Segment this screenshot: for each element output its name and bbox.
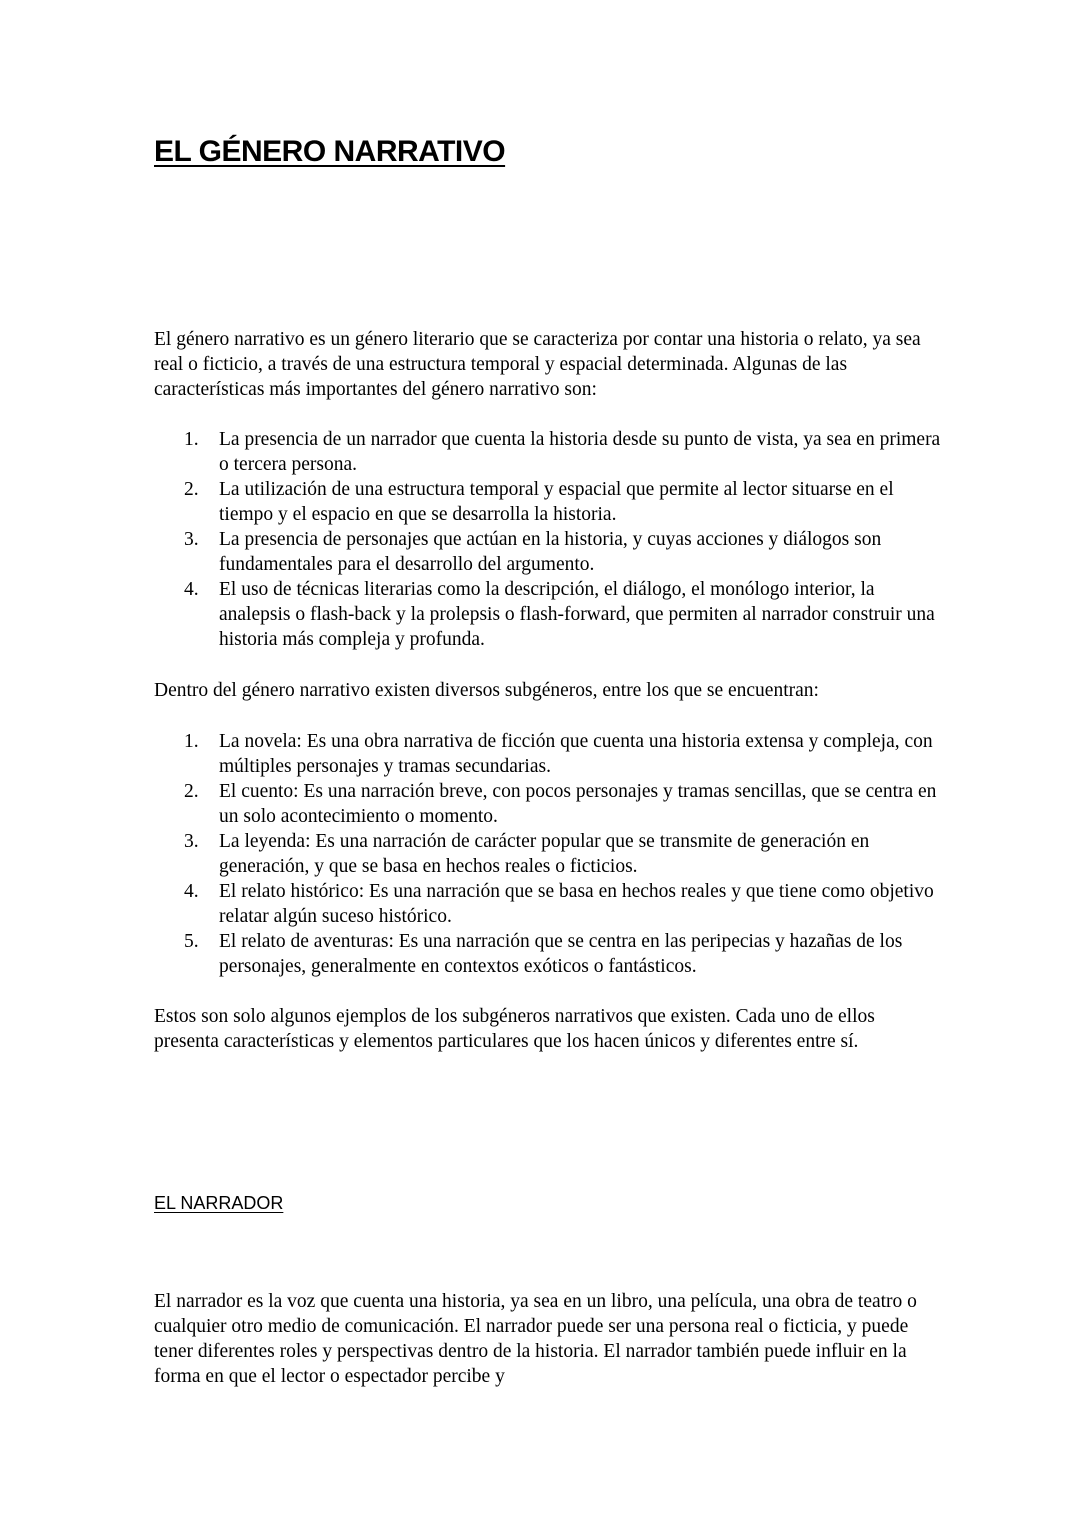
list-number: 5. [184,931,199,952]
list-item [154,929,944,979]
list-number: 4. [184,579,199,600]
section-heading-narrador: EL NARRADOR [154,1193,284,1213]
list-item-text: La novela: Es una obra narrativa de ficción que cuenta una historia extensa y compleja, con múltiples personajes y tramas secundarias. [219,731,933,777]
list-item-text: La leyenda: Es una narración de carácter popular que se transmite de generación en generación, y que se basa en hechos reales o ficticios. [219,831,870,877]
list-item [154,729,944,779]
closing-paragraph: Estos son solo algunos ejemplos de los subgéneros narrativos que existen. Cada uno de ellos presenta características y elementos particulares que los hacen únicos y diferentes entre sí. [154,1006,875,1052]
list-item-text: El relato de aventuras: Es una narración que se centra en las peripecias y hazañas de los personajes, generalmente en contextos exóticos o fantásticos. [219,931,903,977]
list-item [154,779,944,829]
list-number: 1. [184,429,199,450]
list-item-text: La utilización de una estructura temporal y espacial que permite al lector situarse en el tiempo y el espacio en que se desarrolla la historia. [219,479,894,525]
list-number: 3. [184,529,199,550]
list-item-text: La presencia de un narrador que cuenta la historia desde su punto de vista, ya sea en primera o tercera persona. [219,429,941,475]
intro-paragraph: El género narrativo es un género literario que se caracteriza por contar una historia o relato, ya sea real o ficticio, a través de una estructura temporal y espacial determinada. Algunas de las características más importantes del género narrativo son: [154,329,921,400]
list-number: 1. [184,731,199,752]
list-number: 3. [184,831,199,852]
characteristics-list [154,427,944,652]
subgenres-list [154,729,944,979]
list-item [154,879,944,929]
list-item-text: El uso de técnicas literarias como la descripción, el diálogo, el monólogo interior, la analepsis o flash-back y la prolepsis o flash-forward, que permiten al narrador construir una historia más compleja y profunda. [219,579,935,650]
list-item [154,477,944,527]
list-item-text: El relato histórico: Es una narración que se basa en hechos reales y que tiene como objetivo relatar algún suceso histórico. [219,881,934,927]
list-number: 2. [184,781,199,802]
list-item [154,577,944,652]
list-item-text: La presencia de personajes que actúan en la historia, y cuyas acciones y diálogos son fundamentales para el desarrollo del argumento. [219,529,882,575]
list-number: 4. [184,881,199,902]
list-item [154,527,944,577]
list-item [154,829,944,879]
list-item-text: El cuento: Es una narración breve, con pocos personajes y tramas sencillas, que se centra en un solo acontecimiento o momento. [219,781,937,827]
subgenres-intro-paragraph: Dentro del género narrativo existen diversos subgéneros, entre los que se encuentran: [154,680,819,701]
page-title: EL GÉNERO NARRATIVO [154,135,506,168]
list-number: 2. [184,479,199,500]
narrador-paragraph: El narrador es la voz que cuenta una historia, ya sea en un libro, una película, una obra de teatro o cualquier otro medio de comunicación. El narrador puede ser una persona real o ficticia, y puede tener diferentes roles y perspectivas dentro de la historia. El narrador también puede influir en la forma en que el lector o espectador percibe y [154,1291,917,1387]
list-item [154,427,944,477]
